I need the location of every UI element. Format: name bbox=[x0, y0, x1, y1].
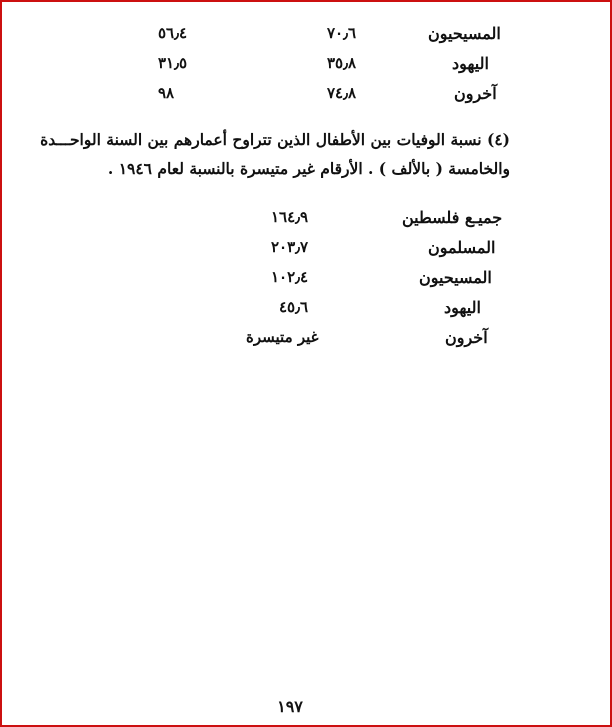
group-label: اليهود bbox=[452, 54, 489, 73]
paragraph bbox=[40, 125, 510, 183]
value-cell: ٩٨ bbox=[158, 84, 175, 102]
group-label: المسلمون bbox=[428, 238, 496, 257]
table-row bbox=[0, 24, 612, 50]
table-row bbox=[0, 328, 612, 354]
value-cell: ١٦٤٫٩ bbox=[271, 208, 309, 226]
group-label: المسيحيون bbox=[428, 24, 501, 43]
value-cell: ٣٥٫٨ bbox=[327, 54, 357, 72]
page-number: ١٩٧ bbox=[277, 697, 303, 716]
value-cell: ٢٠٣٫٧ bbox=[271, 238, 309, 256]
value-cell: ١٠٢٫٤ bbox=[271, 268, 309, 286]
table-row bbox=[0, 238, 612, 264]
table-row bbox=[0, 84, 612, 110]
table-row bbox=[0, 268, 612, 294]
value-cell: ٧٠٫٦ bbox=[327, 24, 357, 42]
table-row bbox=[0, 54, 612, 80]
paragraph-line: (٤) نسبة الوفيات بين الأطفال الذين تتراوح أعمارهم بين السنة الواحـــدة bbox=[40, 130, 510, 149]
group-label: آخرون bbox=[454, 84, 497, 103]
table-row bbox=[0, 208, 612, 234]
group-label: اليهود bbox=[444, 298, 481, 317]
value-cell: ٣١٫٥ bbox=[158, 54, 188, 72]
group-label: آخرون bbox=[445, 328, 488, 347]
value-cell: ٧٤٫٨ bbox=[327, 84, 357, 102]
table-row bbox=[0, 298, 612, 324]
value-cell: ٤٥٫٦ bbox=[279, 298, 309, 316]
group-label: المسيحيون bbox=[419, 268, 492, 287]
paragraph-line: والخامسة ( بالألف ) . الأرقام غير متيسرة بالنسبة لعام ١٩٤٦ . bbox=[107, 159, 510, 178]
value-cell: غير متيسرة bbox=[246, 328, 319, 346]
value-cell: ٥٦٫٤ bbox=[158, 24, 188, 42]
group-label: جميـع فلسطين bbox=[402, 208, 503, 227]
